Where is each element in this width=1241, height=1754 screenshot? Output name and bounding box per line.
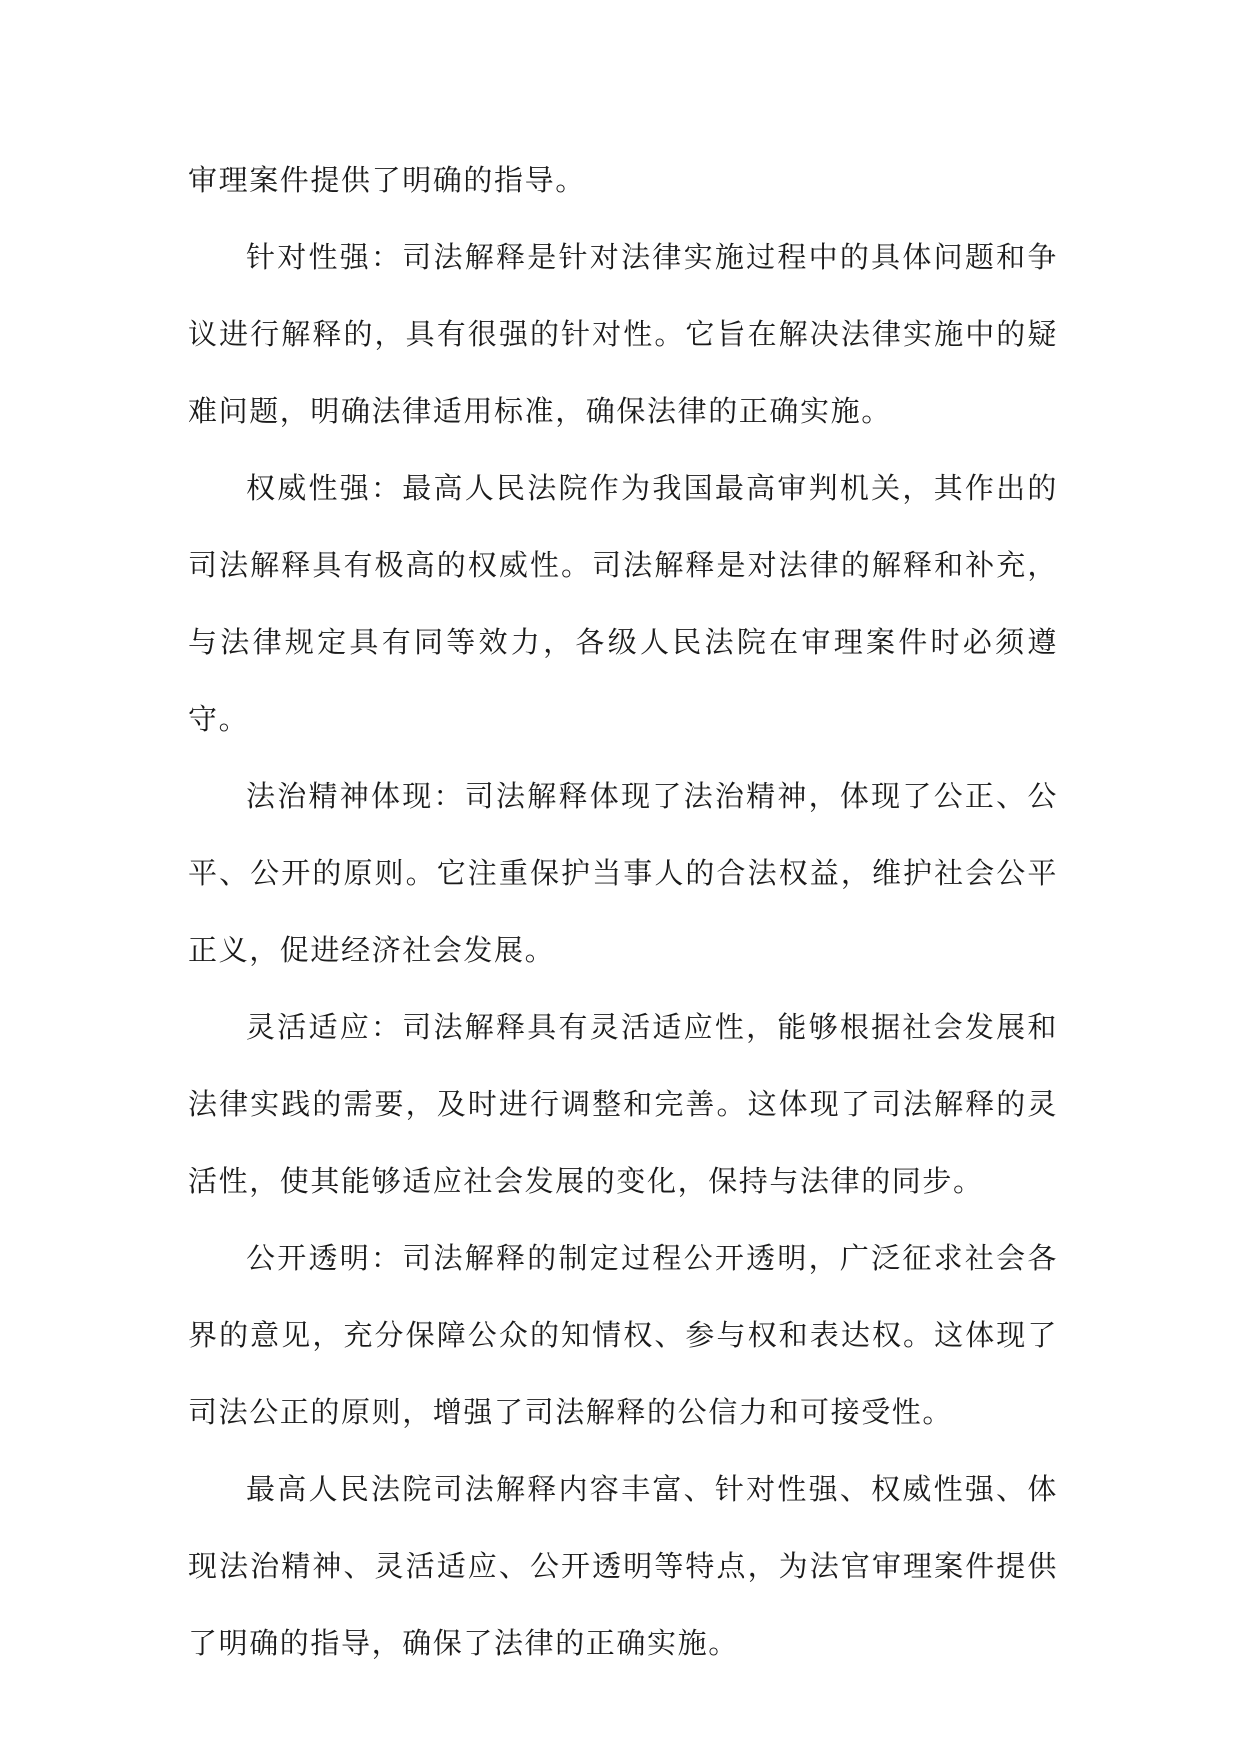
paragraph-summary: 最高人民法院司法解释内容丰富、针对性强、权威性强、体现法治精神、灵活适应、公开透明等特点，为法官审理案件提供了明确的指导，确保了法律的正确实施。 — [188, 1472, 1058, 1660]
paragraph-flexibility: 灵活适应：司法解释具有灵活适应性，能够根据社会发展和法律实践的需要，及时进行调整和完善。这体现了司法解释的灵活性，使其能够适应社会发展的变化，保持与法律的同步。 — [188, 1010, 1058, 1198]
paragraph-continuation: 审理案件提供了明确的指导。 — [188, 163, 586, 197]
paragraph-targeted: 针对性强：司法解释是针对法律实施过程中的具体问题和争议进行解释的，具有很强的针对性。它旨在解决法律实施中的疑难问题，明确法律适用标准，确保法律的正确实施。 — [188, 240, 1058, 428]
paragraph-rule-of-law: 法治精神体现：司法解释体现了法治精神，体现了公正、公平、公开的原则。它注重保护当事人的合法权益，维护社会公平正义，促进经济社会发展。 — [188, 779, 1058, 967]
paragraph-transparency: 公开透明：司法解释的制定过程公开透明，广泛征求社会各界的意见，充分保障公众的知情权、参与权和表达权。这体现了司法公正的原则，增强了司法解释的公信力和可接受性。 — [188, 1241, 1058, 1429]
document-body — [188, 142, 1058, 1682]
paragraph-authority: 权威性强：最高人民法院作为我国最高审判机关，其作出的司法解释具有极高的权威性。司法解释是对法律的解释和补充，与法律规定具有同等效力，各级人民法院在审理案件时必须遵守。 — [188, 471, 1058, 736]
